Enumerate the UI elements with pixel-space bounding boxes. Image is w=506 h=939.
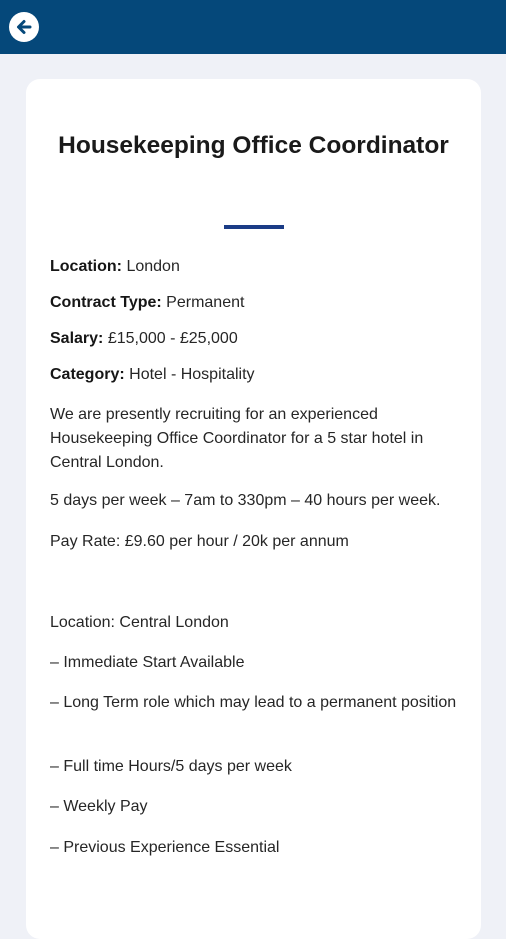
category-value: Hotel - Hospitality bbox=[129, 366, 255, 383]
pay-rate-text: Pay Rate: £9.60 per hour / 20k per annum bbox=[50, 533, 349, 550]
contract-type-row bbox=[50, 291, 470, 315]
location-label: Location: bbox=[50, 258, 122, 275]
location-row bbox=[50, 255, 470, 279]
category-label: Category: bbox=[50, 366, 125, 383]
back-button[interactable] bbox=[9, 12, 39, 42]
salary-value: £15,000 - £25,000 bbox=[107, 330, 238, 347]
contract-type-value: Permanent bbox=[166, 294, 245, 311]
list-item: – Immediate Start Available bbox=[50, 654, 245, 671]
list-item: – Long Term role which may lead to a permanent position bbox=[50, 694, 457, 711]
category-row bbox=[50, 363, 470, 387]
job-detail-card bbox=[26, 79, 481, 939]
list-item: – Full time Hours/5 days per week bbox=[50, 758, 292, 775]
app-header bbox=[0, 0, 506, 54]
title-divider bbox=[224, 225, 284, 229]
list-item: – Previous Experience Essential bbox=[50, 839, 280, 856]
job-title: Housekeeping Office Coordinator bbox=[58, 132, 449, 159]
arrow-left-icon bbox=[14, 17, 34, 37]
job-intro-text: We are presently recruiting for an experienced Housekeeping Office Coordinator for a 5 star hotel in Central London. bbox=[50, 406, 424, 471]
hours-text: 5 days per week – 7am to 330pm – 40 hours per week. bbox=[50, 492, 441, 509]
location-detail-text: Location: Central London bbox=[50, 614, 229, 631]
salary-label: Salary: bbox=[50, 330, 104, 347]
salary-row bbox=[50, 327, 470, 351]
list-item: – Weekly Pay bbox=[50, 798, 148, 815]
contract-type-label: Contract Type: bbox=[50, 294, 162, 311]
location-value: London bbox=[126, 258, 180, 275]
